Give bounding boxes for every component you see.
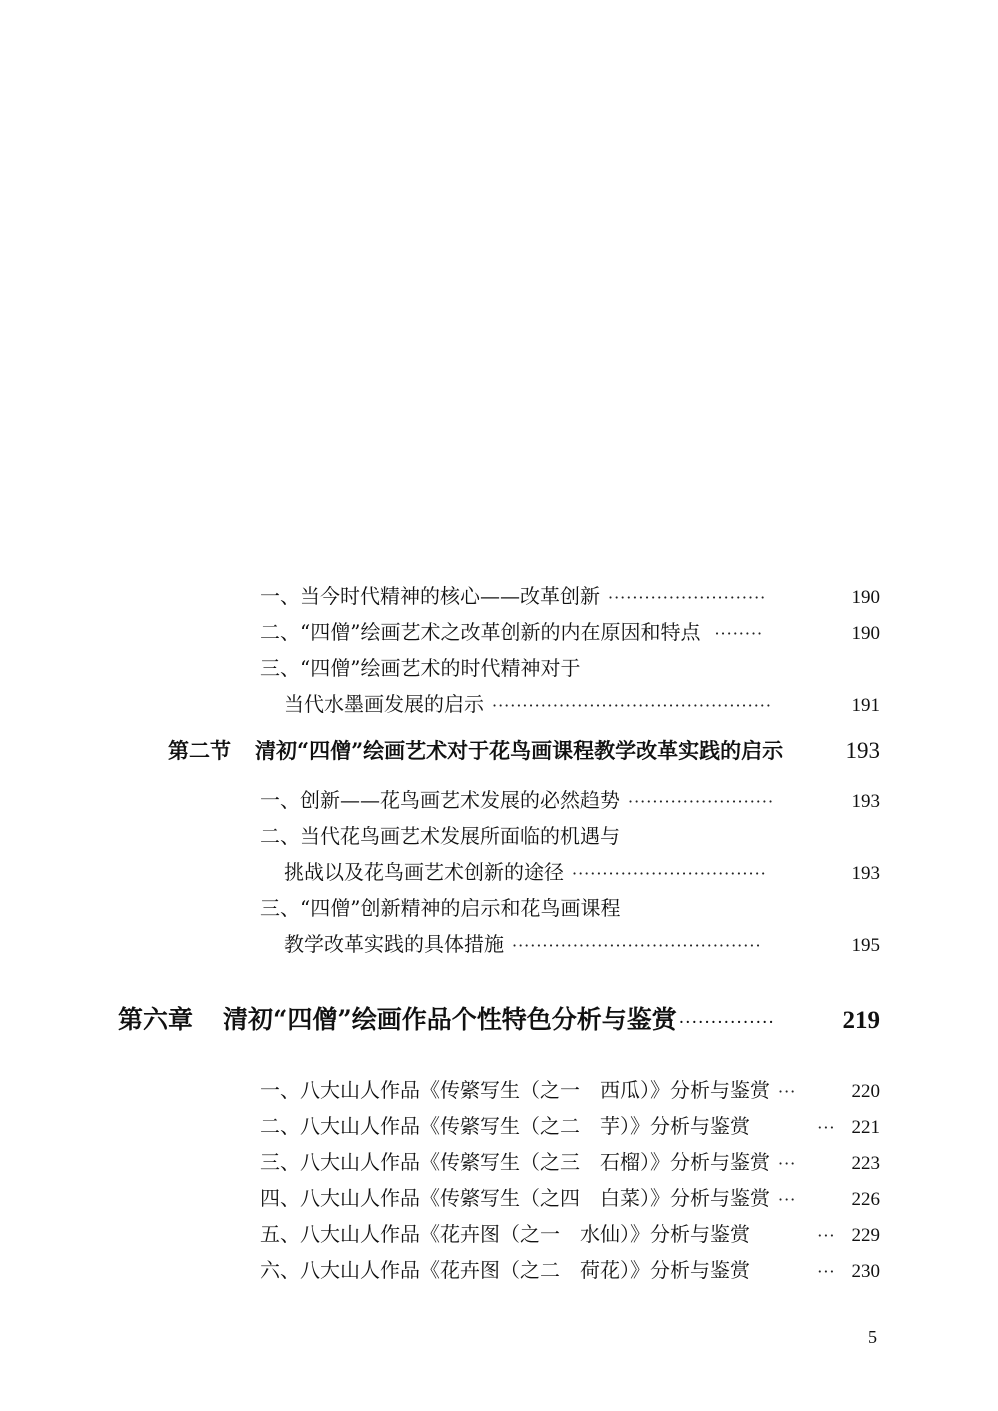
toc-entry-continuation[interactable] — [284, 856, 880, 885]
toc-page-number: 220 — [851, 1081, 880, 1102]
toc-entry[interactable] — [260, 1182, 880, 1211]
dot-leader: ········ — [714, 624, 764, 643]
toc-entry[interactable] — [260, 1074, 880, 1103]
toc-entry-title: 三、八大山人作品《传綮写生（之三 石榴）》分析与鉴赏 — [260, 1150, 770, 1174]
toc-entry-title: 二、当代花鸟画艺术发展所面临的机遇与 — [260, 824, 620, 848]
toc-entry-title: 教学改革实践的具体措施 — [284, 932, 504, 956]
dot-leader: ································ — [572, 864, 767, 883]
toc-entry-title: 六、八大山人作品《花卉图（之二 荷花）》分析与鉴赏 — [260, 1258, 750, 1282]
toc-entry[interactable] — [260, 1254, 880, 1283]
section-page-number: 193 — [845, 738, 880, 763]
toc-page-number: 193 — [851, 863, 880, 884]
dot-leader: ························ — [628, 792, 775, 811]
toc-entry-title: 五、八大山人作品《花卉图（之一 水仙）》分析与鉴赏 — [260, 1222, 750, 1246]
toc-page-number: 223 — [851, 1153, 880, 1174]
toc-entry-title: 当代水墨画发展的启示 — [284, 692, 484, 716]
dot-leader: ··············· — [678, 1013, 775, 1033]
toc-entry[interactable] — [260, 784, 880, 813]
page-number-footer: 5 — [868, 1327, 877, 1347]
dot-leader: ··· — [778, 1082, 797, 1101]
toc-entry[interactable] — [260, 892, 880, 921]
dot-leader: ··· — [817, 1262, 836, 1281]
toc-entry[interactable] — [260, 1110, 880, 1139]
chapter-page-number: 219 — [842, 1007, 880, 1034]
toc-page-number: 226 — [851, 1189, 880, 1210]
toc-entry-title: 挑战以及花鸟画艺术创新的途径 — [284, 860, 564, 884]
toc-page-number: 191 — [851, 695, 880, 716]
section-title: 清初“四僧”绘画艺术对于花鸟画课程教学改革实践的启示 — [255, 738, 784, 763]
dot-leader: ··· — [817, 1226, 836, 1245]
toc-page-number: 193 — [851, 791, 880, 812]
dot-leader: ··· — [778, 1154, 797, 1173]
toc-entry-title: 四、八大山人作品《传綮写生（之四 白菜）》分析与鉴赏 — [260, 1186, 770, 1210]
toc-entry-title: 二、八大山人作品《传綮写生（之二 芋）》分析与鉴赏 — [260, 1114, 750, 1138]
chapter-title: 清初“四僧”绘画作品个性特色分析与鉴赏 — [223, 1005, 677, 1034]
toc-page-number: 229 — [851, 1225, 880, 1246]
toc-chapter-heading[interactable] — [118, 1000, 880, 1036]
toc-entry[interactable] — [260, 580, 880, 609]
dot-leader: ·············································· — [492, 696, 772, 715]
toc-entry[interactable] — [260, 1146, 880, 1175]
toc-page-number: 221 — [851, 1117, 880, 1138]
toc-page-number: 190 — [851, 623, 880, 644]
toc-entry[interactable] — [260, 652, 880, 681]
toc-section-heading[interactable] — [168, 735, 880, 765]
toc-entry-title: 一、创新——花鸟画艺术发展的必然趋势 — [260, 788, 620, 812]
toc-entry[interactable] — [260, 1218, 880, 1247]
section-label: 第二节 — [168, 738, 231, 763]
toc-entry-title: 三、“四僧”创新精神的启示和花鸟画课程 — [260, 896, 621, 920]
chapter-label: 第六章 — [118, 1005, 194, 1034]
toc-entry-title: 二、“四僧”绘画艺术之改革创新的内在原因和特点 — [260, 620, 701, 644]
toc-page-number: 195 — [851, 935, 880, 956]
toc-entry-title: 三、“四僧”绘画艺术的时代精神对于 — [260, 656, 581, 680]
toc-page-number: 190 — [851, 587, 880, 608]
toc-entry-continuation[interactable] — [284, 928, 880, 957]
dot-leader: ··· — [778, 1190, 797, 1209]
dot-leader: ··· — [817, 1118, 836, 1137]
toc-entry-continuation[interactable] — [284, 688, 880, 717]
dot-leader: ·························· — [608, 588, 767, 607]
dot-leader: ········································· — [512, 936, 762, 955]
toc-entry[interactable] — [260, 820, 880, 849]
toc-entry-title: 一、当今时代精神的核心——改革创新 — [260, 584, 600, 608]
toc-entry[interactable] — [260, 616, 880, 645]
toc-entry-title: 一、八大山人作品《传綮写生（之一 西瓜）》分析与鉴赏 — [260, 1078, 770, 1102]
toc-page-number: 230 — [851, 1261, 880, 1282]
